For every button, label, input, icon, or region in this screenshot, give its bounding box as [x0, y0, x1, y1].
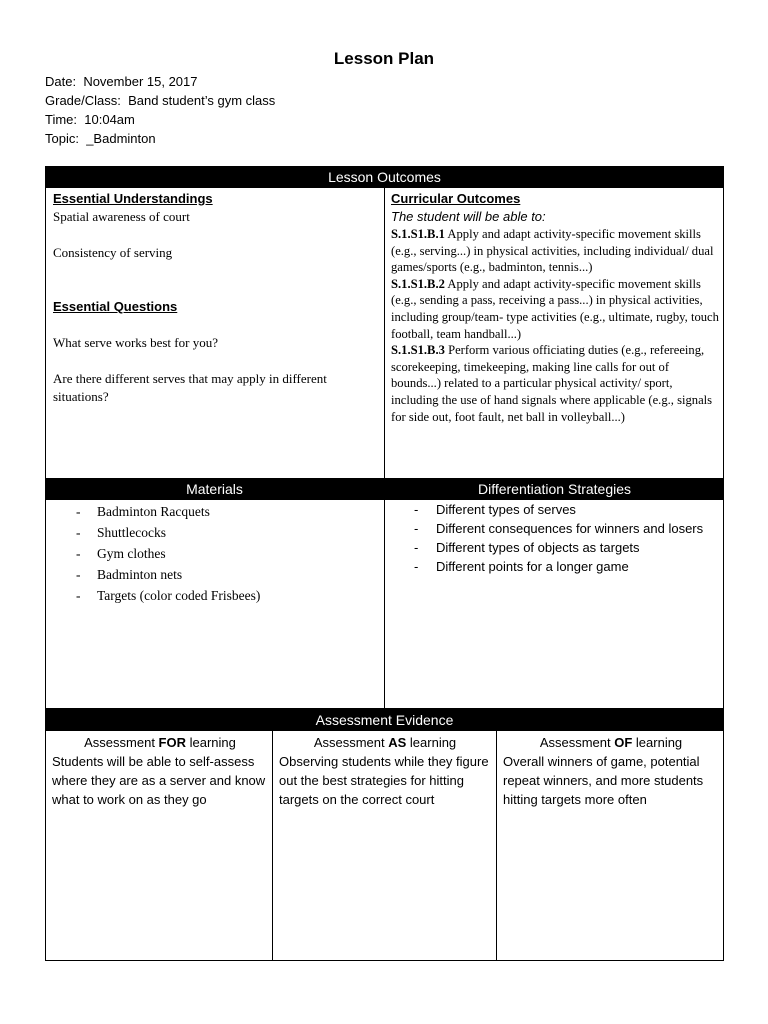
time-value: 10:04am [84, 112, 135, 127]
grade-value: Band student’s gym class [128, 93, 276, 108]
differentiation-header: Differentiation Strategies [385, 478, 724, 500]
essential-understandings-heading: Essential Understandings [53, 191, 213, 206]
assessment-as-heading: Assessment AS learning [313, 735, 457, 750]
curricular-outcome-item [391, 342, 721, 425]
assessment-type: OF [614, 735, 633, 750]
curricular-intro: The student will be able to: [391, 209, 546, 224]
essential-questions-heading: Essential Questions [53, 299, 178, 314]
outcome-code: S.1.S1.B.1 [391, 227, 445, 241]
assessment-divider [272, 731, 273, 961]
outcome-text: Perform various officiating duties (e.g., refereeing, scorekeeping, timekeeping, making line calls for out of bounds...) related to a particular physical activity/ sport, including the use of hand signals where applicable (e.g., signals for side out, foot fault, net ball in volleyball...) [391, 343, 713, 424]
assessment-divider [496, 731, 497, 961]
assessment-of-text: Overall winners of game, potential repeat winners, and more students hitting targets more often [503, 754, 704, 807]
lesson-outcomes-header: Lesson Outcomes [45, 166, 724, 188]
assessment-as-cell [279, 733, 491, 809]
grade-row [45, 91, 275, 110]
differentiation-cell [385, 500, 715, 576]
grade-label: Grade/Class: [45, 93, 121, 108]
material-item: - Gym clothes [46, 543, 382, 564]
outcome-code: S.1.S1.B.2 [391, 276, 445, 291]
assessment-as-text: Observing students while they figure out the best strategies for hitting targets on the correct court [279, 754, 489, 807]
outcome-text: Apply and adapt activity-specific movement skills (e.g., sending a pass, receiving a pass...) in physical activities, including group/team- type activities (e.g., ultimate, rugby, touch football, team handball...) [391, 276, 719, 341]
question-item: What serve works best for you? [53, 335, 218, 350]
date-row [45, 72, 275, 91]
material-item: - Targets (color coded Frisbees) [46, 585, 382, 606]
curricular-outcome-item [391, 226, 721, 276]
question-item: Are there different serves that may apply in different situations? [53, 371, 327, 404]
assessment-header: Assessment Evidence [45, 709, 724, 731]
materials-header: Materials [45, 478, 384, 500]
assessment-for-heading: Assessment FOR learning [84, 735, 236, 750]
time-label: Time: [45, 112, 78, 127]
assessment-for-text: Students will be able to self-assess where they are as a server and know what to work on as they go [52, 754, 266, 807]
outcome-code: S.1.S1.B.3 [391, 343, 445, 358]
materials-cell [46, 501, 382, 606]
understanding-item: Spatial awareness of court [53, 209, 190, 224]
materials-list [46, 501, 382, 606]
lesson-outcomes-divider [384, 188, 385, 709]
strategy-item: - Different consequences for winners and losers [385, 519, 715, 538]
topic-value: _Badminton [86, 131, 156, 146]
understanding-item: Consistency of serving [53, 245, 173, 260]
differentiation-list [385, 500, 715, 576]
assessment-of-heading: Assessment OF learning [539, 735, 683, 750]
material-item: - Badminton Racquets [46, 501, 382, 522]
date-label: Date: [45, 74, 77, 89]
lesson-meta [45, 72, 275, 148]
essential-understandings-cell [53, 190, 378, 406]
assessment-type: AS [388, 735, 407, 750]
material-item: - Shuttlecocks [46, 522, 382, 543]
topic-row [45, 129, 275, 148]
assessment-for-cell [52, 733, 268, 809]
assessment-of-cell [503, 733, 719, 809]
strategy-item: - Different points for a longer game [385, 557, 715, 576]
page-title: Lesson Plan [333, 49, 435, 68]
assessment-type: FOR [158, 735, 186, 750]
date-value: November 15, 2017 [83, 74, 198, 89]
curricular-outcomes-heading: Curricular Outcomes [391, 191, 521, 206]
material-item: - Badminton nets [46, 564, 382, 585]
strategy-item: - Different types of serves [385, 500, 715, 519]
curricular-outcome-item [391, 276, 721, 342]
outcome-text: Apply and adapt activity-specific movement skills (e.g., serving...) in physical activities, including individual/ dual games/sports (e.g., badminton, tennis...) [391, 227, 714, 275]
topic-label: Topic: [45, 131, 79, 146]
time-row [45, 110, 275, 129]
strategy-item: - Different types of objects as targets [385, 538, 715, 557]
curricular-outcomes-cell [391, 190, 721, 425]
